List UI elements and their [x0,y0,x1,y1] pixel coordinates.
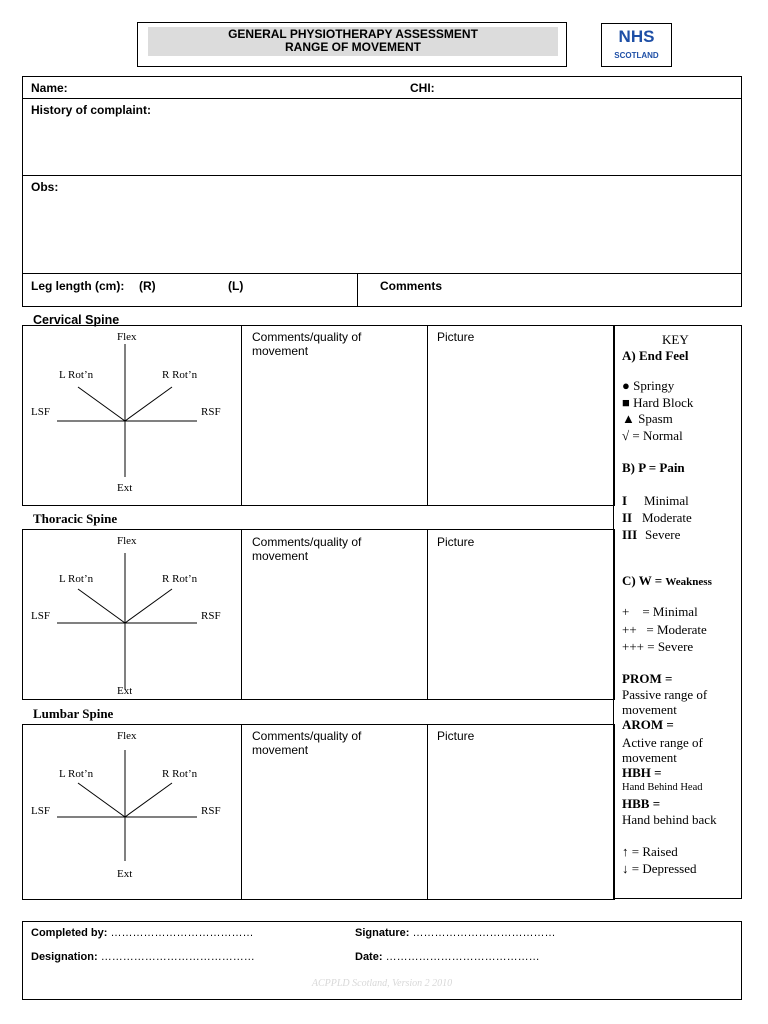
key-arom: AROM = [622,717,674,732]
logo-nhs-text: NHS [618,27,655,46]
designation-field [31,951,255,963]
r-rot-label: R Rot’n [162,369,198,381]
completed-by-field [31,927,253,939]
signature-line: ………………………………… [412,927,556,939]
leg-length-left: (L) [228,279,244,293]
key-arom-desc-2: movement [622,750,677,765]
divider [427,724,428,900]
lsf-label: LSF [31,610,50,622]
key-weak-3: +++ = Severe [622,639,694,654]
designation-line: …………………………………… [100,951,255,963]
completed-by-label: Completed by: [31,927,108,939]
key-weak-1: + = Minimal [622,604,698,619]
lsf-label: LSF [31,406,50,418]
r-rot-line [125,589,172,623]
comments-label-cervical: Comments/quality of movement [252,330,362,358]
key-hbh: HBH = [622,765,662,780]
key-hbh-desc: Hand Behind Head [622,782,703,793]
date-label: Date: [355,951,383,963]
date-line: …………………………………… [385,951,540,963]
comments-label-thoracic: Comments/quality of movement [252,535,362,563]
key-prom-desc-2: movement [622,702,677,717]
section-title-lumbar: Lumbar Spine [33,706,114,721]
r-rot-label: R Rot’n [162,573,198,585]
r-rot-line [125,387,172,421]
signature-field [355,927,555,939]
key-weakness-prefix: C) W = [622,573,666,588]
l-rot-line [78,387,125,421]
key-pain-2-num: II [622,510,633,525]
designation-label: Designation: [31,951,98,963]
l-rot-line [78,783,125,817]
key-prom: PROM = [622,671,673,686]
name-label: Name: [31,81,68,95]
chi-label: CHI: [410,81,435,95]
section-title-cervical: Cervical Spine [33,313,120,327]
key-pain-3-num: III [622,527,638,542]
rsf-label: RSF [201,805,221,817]
divider [241,529,242,700]
key-spasm: ▲ Spasm [622,411,673,426]
comments-label-lumbar: Comments/quality of movement [252,729,362,757]
ext-label: Ext [117,685,133,697]
picture-label-thoracic: Picture [437,535,475,549]
divider [22,273,742,274]
l-rot-label: L Rot’n [59,768,94,780]
signature-label: Signature: [355,927,410,939]
rsf-label: RSF [201,610,221,622]
key-pain-3: Severe [645,527,681,542]
leg-length-right: (R) [139,279,156,293]
divider [357,273,358,307]
key-pain-heading: B) P = Pain [622,460,685,475]
ext-label: Ext [117,482,133,494]
lsf-label: LSF [31,805,50,817]
divider [241,724,242,900]
key-weakness-heading [622,573,712,589]
date-field [355,951,540,963]
rsf-label: RSF [201,406,221,418]
completed-by-line: ………………………………… [110,927,254,939]
r-rot-line [125,783,172,817]
r-rot-label: R Rot’n [162,768,198,780]
key-title: KEY [662,332,689,347]
title-line-1: GENERAL PHYSIOTHERAPY ASSESSMENT [228,27,478,41]
key-pain-1-num: I [622,493,628,508]
divider [22,98,742,99]
title-box [137,22,567,67]
leg-comments-label: Comments [380,279,443,293]
nhs-scotland-logo [601,23,672,67]
divider [427,325,428,506]
logo-scotland-text: SCOTLAND [614,51,659,60]
key-weakness-word: Weakness [665,576,712,588]
section-title-thoracic: Thoracic Spine [33,511,118,526]
key-hbb: HBB = [622,796,661,811]
picture-label-lumbar: Picture [437,729,475,743]
key-springy: ● Springy [622,378,675,393]
divider [22,175,742,176]
key-pain-1: Minimal [644,493,689,508]
picture-label-cervical: Picture [437,330,475,344]
key-weak-2: ++ = Moderate [622,622,707,637]
version-text: ACPPLD Scotland, Version 2 2010 [311,978,453,989]
l-rot-line [78,589,125,623]
key-hbb-desc: Hand behind back [622,812,717,827]
key-pain-2: Moderate [642,510,692,525]
key-hard-block: ■ Hard Block [622,395,694,410]
flex-label: Flex [117,730,137,742]
key-depressed: ↓ = Depressed [622,861,697,876]
key-end-feel-heading: A) End Feel [622,348,689,363]
l-rot-label: L Rot’n [59,369,94,381]
key-raised: ↑ = Raised [622,844,678,859]
title-line-2: RANGE OF MOVEMENT [284,40,421,54]
obs-label: Obs: [31,180,59,194]
key-prom-desc-1: Passive range of [622,687,708,702]
flex-label: Flex [117,535,137,547]
history-label: History of complaint: [31,103,152,117]
key-arom-desc-1: Active range of [622,735,703,750]
leg-length-label: Leg length (cm): [31,279,125,293]
ext-label: Ext [117,868,133,880]
divider [427,529,428,700]
l-rot-label: L Rot’n [59,573,94,585]
page-title [148,27,558,56]
divider [241,325,242,506]
flex-label: Flex [117,331,137,343]
key-normal: √ = Normal [622,428,683,443]
